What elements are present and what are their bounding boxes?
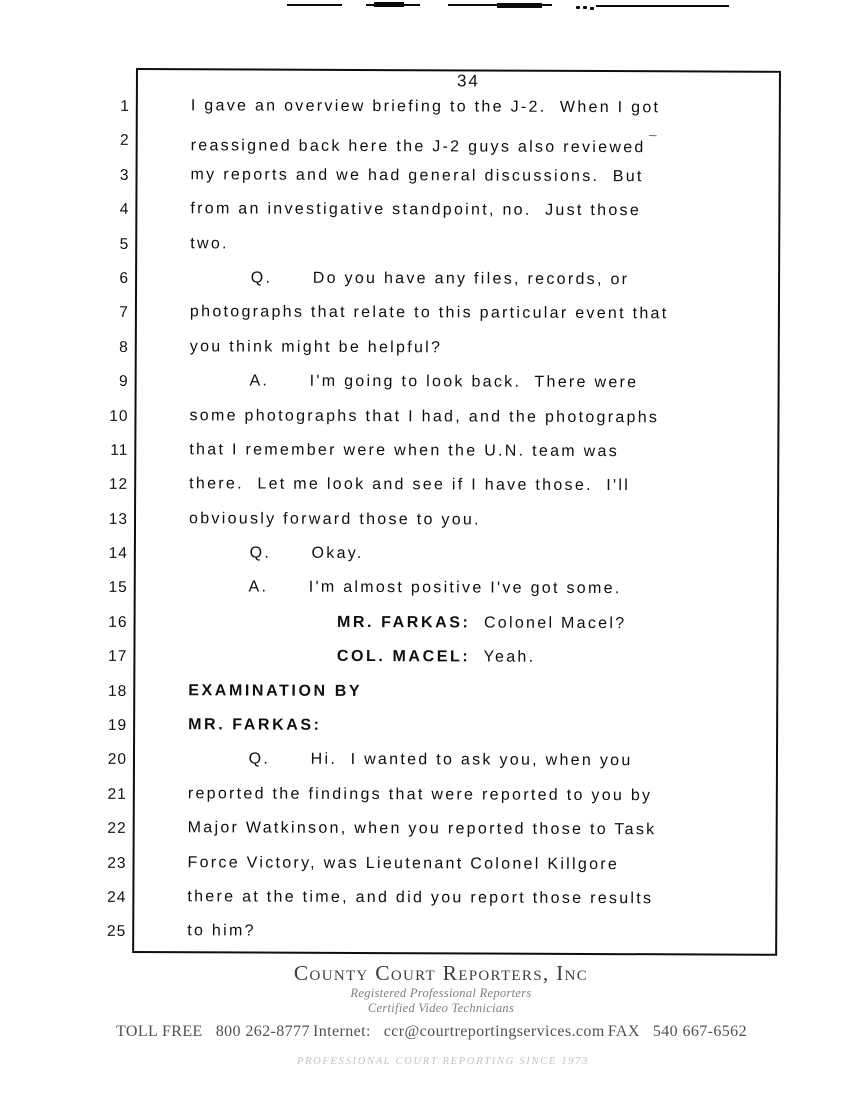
line-text: obviously forward those to you. [188,509,481,529]
line-text: there at the time, and did you report those results [187,888,654,908]
line-number: 10 [109,407,129,425]
line-text: there. Let me look and see if I have those. I'll [189,475,631,495]
line-number: 7 [119,304,129,322]
internet-group [313,1023,605,1041]
line-text: from an investigative standpoint, no. Just those [190,200,642,220]
company-name: County Court Reporters, Inc [293,961,589,985]
fax-number: 540 667-6562 [652,1023,747,1040]
line-text: Q. Okay. [188,544,364,563]
line-number: 17 [108,648,128,666]
line-text: COL. MACEL: Yeah. [336,648,536,666]
line-text: I gave an overview briefing to the J-2. When I got [190,97,661,117]
line-text: photographs that relate to this particular event that [189,303,669,323]
line-number: 3 [119,166,130,184]
transcript-line [106,921,775,958]
line-number: 20 [107,751,128,769]
scan-artifact-dot [590,7,594,10]
transcript-line [107,681,776,718]
line-text: MR. FARKAS: [188,716,322,734]
scan-artifact-dot [576,6,580,9]
fax-label: FAX [607,1023,640,1040]
transcript-line [119,165,778,202]
scan-artifact-line [596,5,729,7]
line-text: to him? [187,922,256,940]
transcript-line [107,853,775,890]
transcript-frame [106,68,781,956]
transcript-line [107,749,776,786]
scan-artifact-dot [583,6,587,9]
line-number: 11 [110,441,129,459]
line-number: 13 [108,510,129,528]
contact-line [0,1023,850,1041]
transcript-line [108,646,776,683]
transcript-line [119,337,778,374]
line-text: that I remember were when the U.N. team was [189,441,620,461]
internet-address: ccr@courtreportingservices.com [383,1023,605,1040]
transcript-line [108,474,777,511]
line-number: 6 [119,269,130,287]
line-text: some photographs that I had, and the photographs [189,406,660,426]
line-text: reassigned back here the J-2 guys also reviewed ¯ [190,133,657,157]
line-text: Q. Hi. I wanted to ask you, when you [187,750,633,770]
transcript-line [108,612,776,649]
bottom-note: PROFESSIONAL COURT REPORTING SINCE 1973 [296,1056,590,1067]
line-number: 1 [120,97,130,115]
toll-free-label: TOLL FREE [116,1023,203,1040]
line-text: reported the findings that were reported to you by [187,785,653,805]
line-number: 12 [108,476,129,494]
line-number: 24 [107,888,127,906]
line-number: 2 [120,132,130,150]
fax-group [608,1023,747,1041]
line-number: 14 [108,544,128,563]
transcript-line [120,130,779,167]
transcript-line [120,96,779,133]
transcript-line [107,818,776,855]
transcript-line [119,268,778,305]
transcript-line [109,406,777,443]
line-number: 19 [107,716,128,734]
line-number: 21 [107,785,127,803]
line-number: 8 [119,338,129,356]
toll-free-number: 800 262-8777 [215,1023,310,1040]
line-number: 9 [118,373,129,391]
tagline-registered: Registered Professional Reporters [350,986,532,1000]
reporter-footer [0,961,850,1067]
line-number: 15 [108,579,128,597]
line-number: 23 [107,854,127,872]
transcript-line [119,234,778,271]
line-number: 5 [119,235,130,253]
transcript-line [108,577,777,614]
line-text: Q. Do you have any files, records, or [190,269,630,289]
line-number: 4 [119,201,130,219]
line-number: 16 [108,613,128,631]
line-text: A. I'm going to look back. There were [189,372,639,392]
line-number: 22 [107,820,127,838]
line-text: Major Watkinson, when you reported those to Task [187,819,657,839]
scan-artifact-line [287,4,342,6]
line-text: you think might be helpful? [189,337,443,357]
transcript-line [107,887,775,924]
transcript-lines [106,96,779,959]
transcript-line [108,509,777,546]
transcript-line [119,199,778,236]
scan-artifact-line [374,2,404,7]
line-number: 18 [107,682,128,700]
line-text: EXAMINATION BY [188,681,363,700]
internet-label: Internet: [313,1023,371,1040]
transcript-line [119,302,778,339]
transcript-line [110,440,777,477]
tagline-certified: Certified Video Technicians [367,1001,515,1015]
toll-free-group [116,1023,310,1041]
line-number: 25 [106,923,127,941]
line-text: MR. FARKAS: Colonel Macel? [336,613,627,633]
line-text: my reports and we had general discussions. But [190,166,644,185]
transcript-line [107,784,776,821]
line-text: A. I'm almost positive I've got some. [188,578,622,598]
transcript-line [108,543,777,580]
page-number: 34 [456,71,480,91]
transcript-line [107,715,776,752]
scan-artifact-line [497,3,542,8]
line-text: Force Victory, was Lieutenant Colonel Killgore [187,853,620,873]
line-text: two. [190,234,229,252]
transcript-line [118,371,778,408]
